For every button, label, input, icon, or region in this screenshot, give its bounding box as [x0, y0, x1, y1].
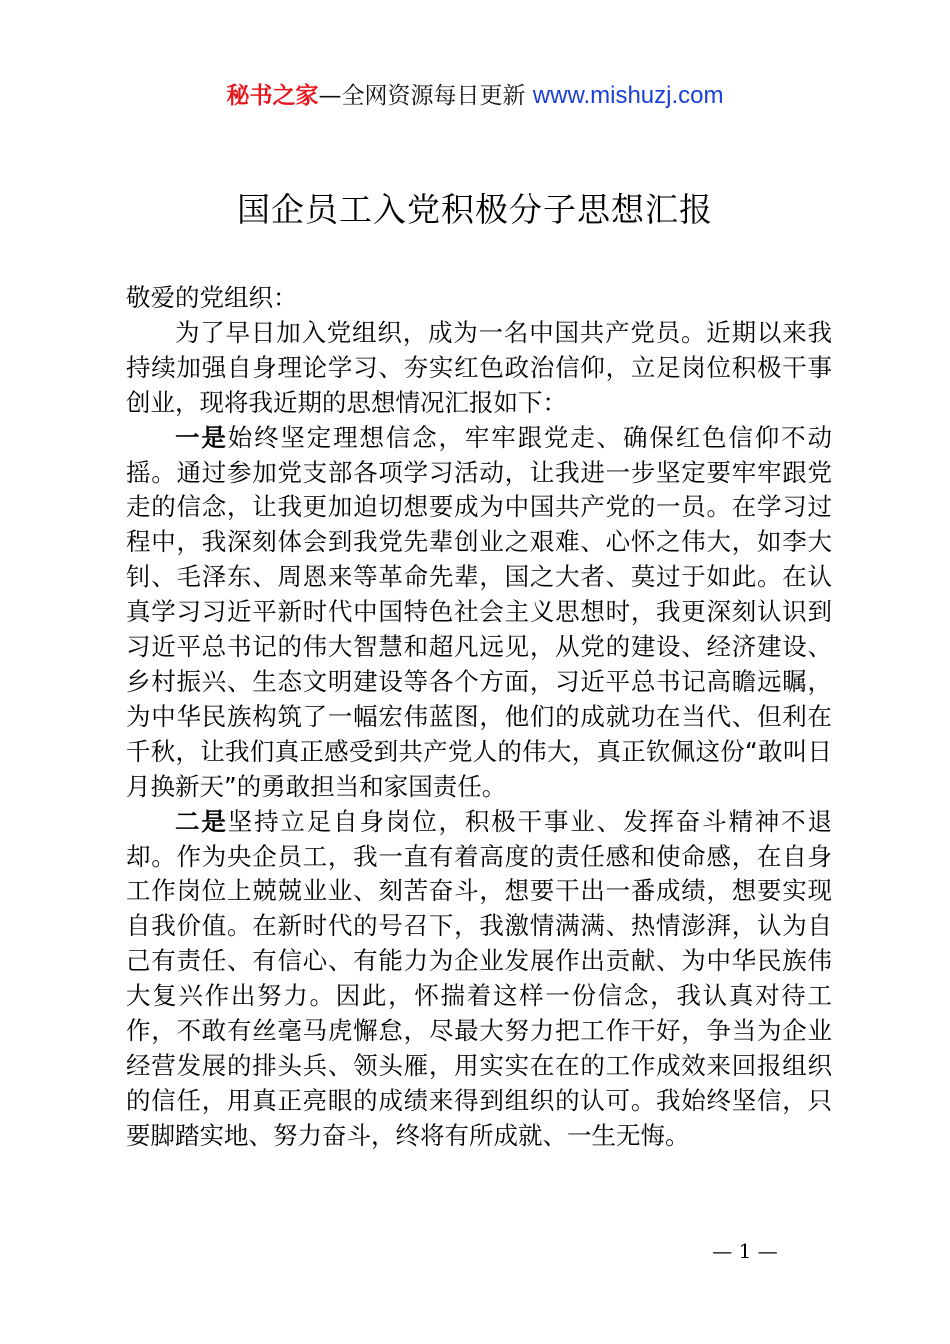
site-url-link[interactable]: www.mishuzj.com — [532, 82, 724, 109]
paragraph-point-one — [126, 421, 832, 805]
page-number: — 1 — — [712, 1239, 778, 1263]
paragraph-point-two-text: 坚持立足自身岗位，积极干事业、发挥奋斗精神不退却。作为央企员工，我一直有着高度的责任感和使命感，在自身工作岗位上兢兢业业、刻苦奋斗，想要干出一番成绩，想要实现自我价值。在新时代的号召下，我激情满满、热情澎湃，认为自己有责任、有信心、有能力为企业发展作出贡献、为中华民族伟大复兴作出努力。因此，怀揣着这样一份信念，我认真对待工作，不敢有丝毫马虎懈怠，尽最大努力把工作干好，争当为企业经营发展的排头兵、领头雁，用实实在在的工作成效来回报组织的信任，用真正亮眼的成绩来得到组织的认可。我始终坚信，只要脚踏实地、努力奋斗，终将有所成就、一生无悔。 — [126, 806, 833, 1150]
paragraph-point-one-text: 始终坚定理想信念，牢牢跟党走、确保红色信仰不动摇。通过参加党支部各项学习活动，让我进一步坚定要牢牢跟党走的信念，让我更加迫切想要成为中国共产党的一员。在学习过程中，我深刻体会到我党先辈创业之艰难、心怀之伟大，如李大钊、毛泽东、周恩来等革命先辈，国之大者、莫过于如此。在认真学习习近平新时代中国特色社会主义思想时，我更深刻认识到习近平总书记的伟大智慧和超凡远见，从党的建设、经济建设、乡村振兴、生态文明建设等各个方面，习近平总书记高瞻远瞩，为中华民族构筑了一幅宏伟蓝图，他们的成就功在当代、但利在千秋，让我们真正感受到共产党人的伟大，真正钦佩这份“敢叫日月换新天”的勇敢担当和家国责任。 — [126, 422, 833, 801]
site-brand-name: 秘书之家 — [226, 83, 319, 109]
paragraph-intro-text: 为了早日加入党组织，成为一名中国共产党员。近期以来我持续加强自身理论学习、夯实红色政治信仰，立足岗位积极干事创业，现将我近期的思想情况汇报如下： — [126, 317, 832, 417]
paragraph-point-two-lead: 二是 — [175, 806, 228, 836]
document-body — [126, 281, 832, 1154]
paragraph-point-one-lead: 一是 — [175, 422, 228, 452]
site-tagline: —全网资源每日更新 — [318, 83, 533, 109]
document-title: 国企员工入党积极分子思想汇报 — [237, 190, 713, 229]
paragraph-point-two — [126, 805, 832, 1154]
site-header-banner — [0, 80, 950, 112]
salutation: 敬爱的党组织： — [126, 283, 298, 312]
paragraph-intro — [126, 316, 832, 421]
